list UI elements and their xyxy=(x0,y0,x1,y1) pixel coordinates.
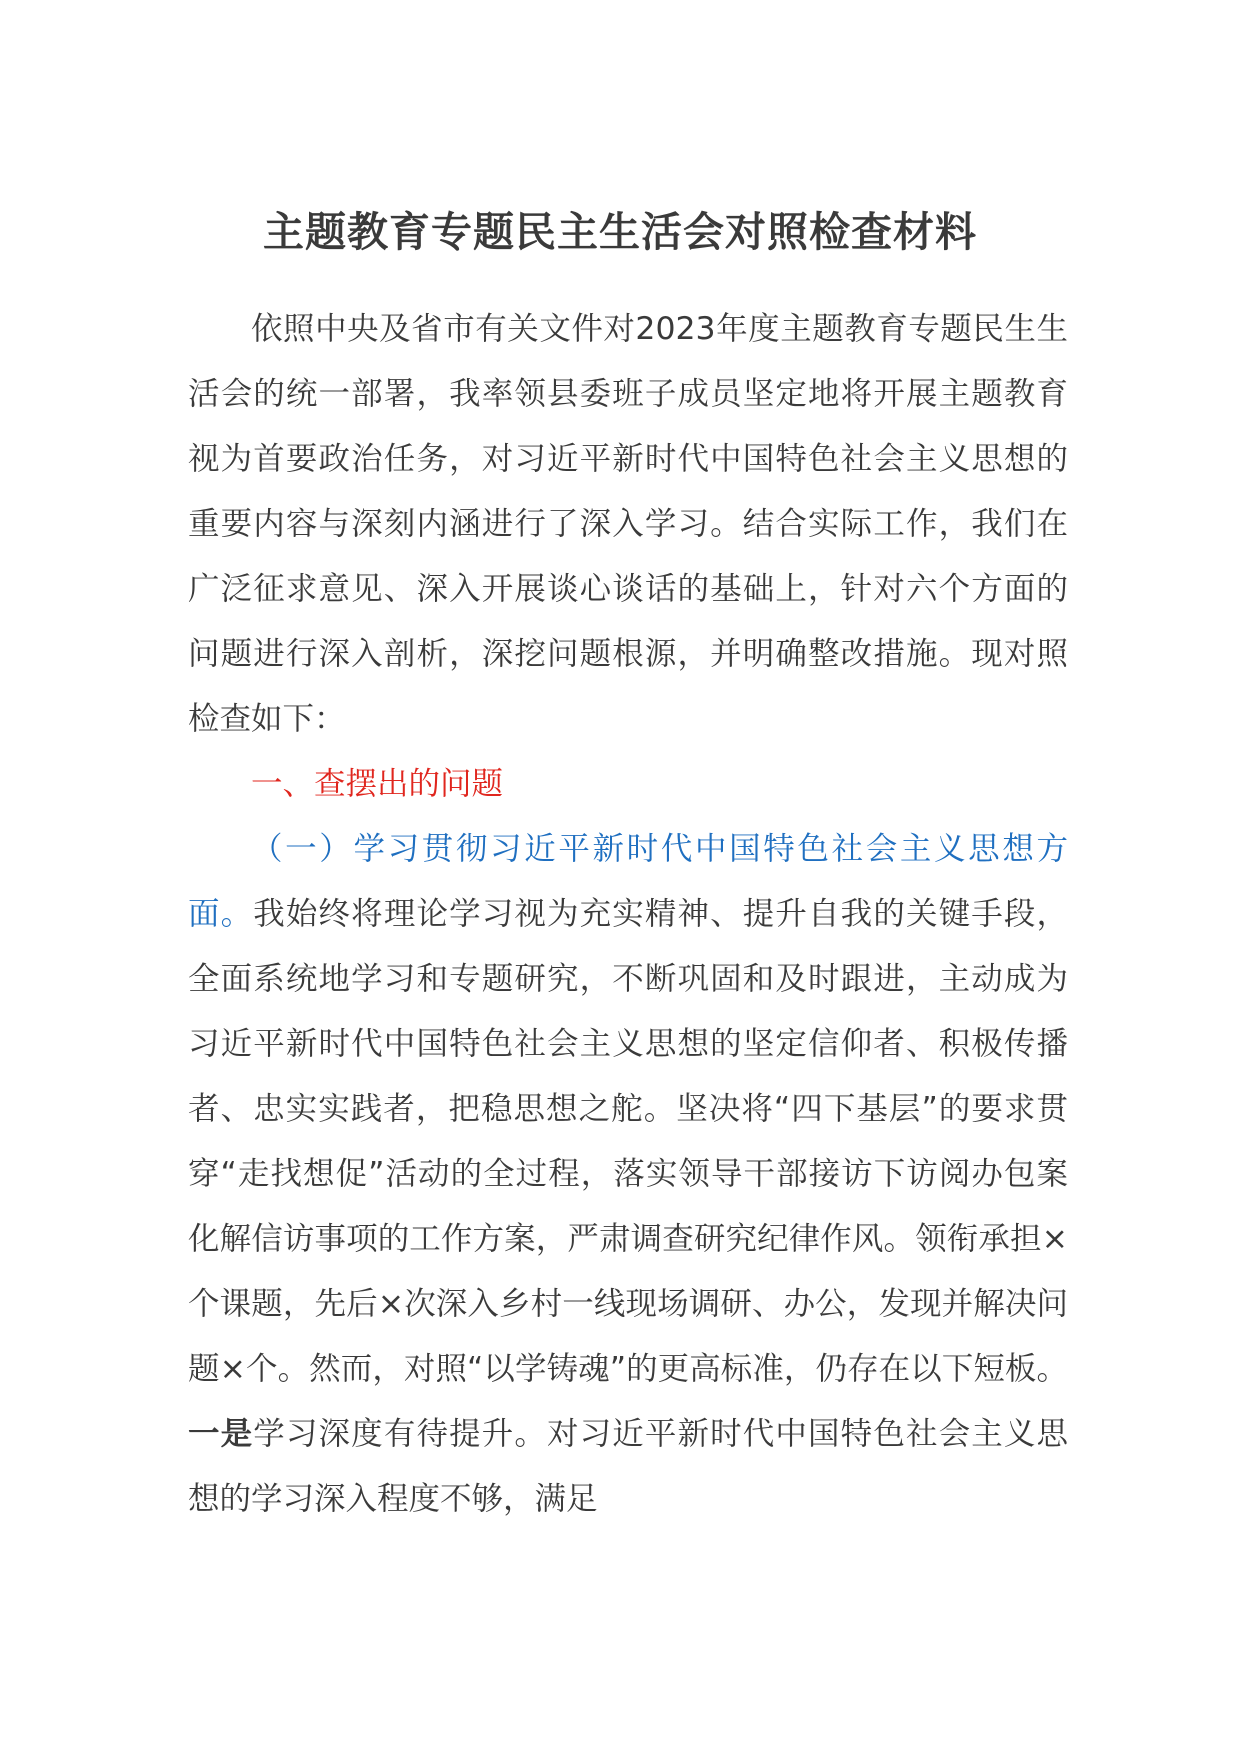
intro-paragraph: 依照中央及省市有关文件对2023年度主题教育专题民生生活会的统一部署，我率领县委班子成员坚定地将开展主题教育视为首要政治任务，对习近平新时代中国特色社会主义思想的重要内容与深刻内涵进行了深入学习。结合实际工作，我们在广泛征求意见、深入开展谈心谈话的基础上，针对六个方面的问题进行深入剖析，深挖问题根源，并明确整改措施。现对照检查如下： xyxy=(188,311,1068,737)
document-title: 主题教育专题民主生活会对照检查材料 xyxy=(263,208,977,256)
point-label: 一是 xyxy=(188,1416,254,1452)
subsection-paragraph xyxy=(188,817,1068,1532)
subsection-text: 我始终将理论学习视为充实精神、提升自我的关键手段，全面系统地学习和专题研究，不断巩固和及时跟进，主动成为习近平新时代中国特色社会主义思想的坚定信仰者、积极传播者、忠实实践者，把稳思想之舵。坚决将“四下基层”的要求贯穿“走找想促”活动的全过程，落实领导干部接访下访阅办包案化解信访事项的工作方案，严肃调查研究纪律作风。领衔承担×个课题，先后×次深入乡村一线现场调研、办公，发现并解决问题×个。然而，对照“以学铸魂”的更高标准，仍存在以下短板。 xyxy=(188,896,1068,1387)
point-text: 学习深度有待提升。对习近平新时代中国特色社会主义思想的学习深入程度不够，满足 xyxy=(188,1416,1068,1517)
section-heading xyxy=(188,752,1068,817)
subsection-heading: （一）学习贯彻习近平新时代中国特色社会主义思想方面。 xyxy=(188,831,1068,932)
section-heading-text: 一、查摆出的问题 xyxy=(251,766,504,802)
document-body xyxy=(188,297,1068,1532)
